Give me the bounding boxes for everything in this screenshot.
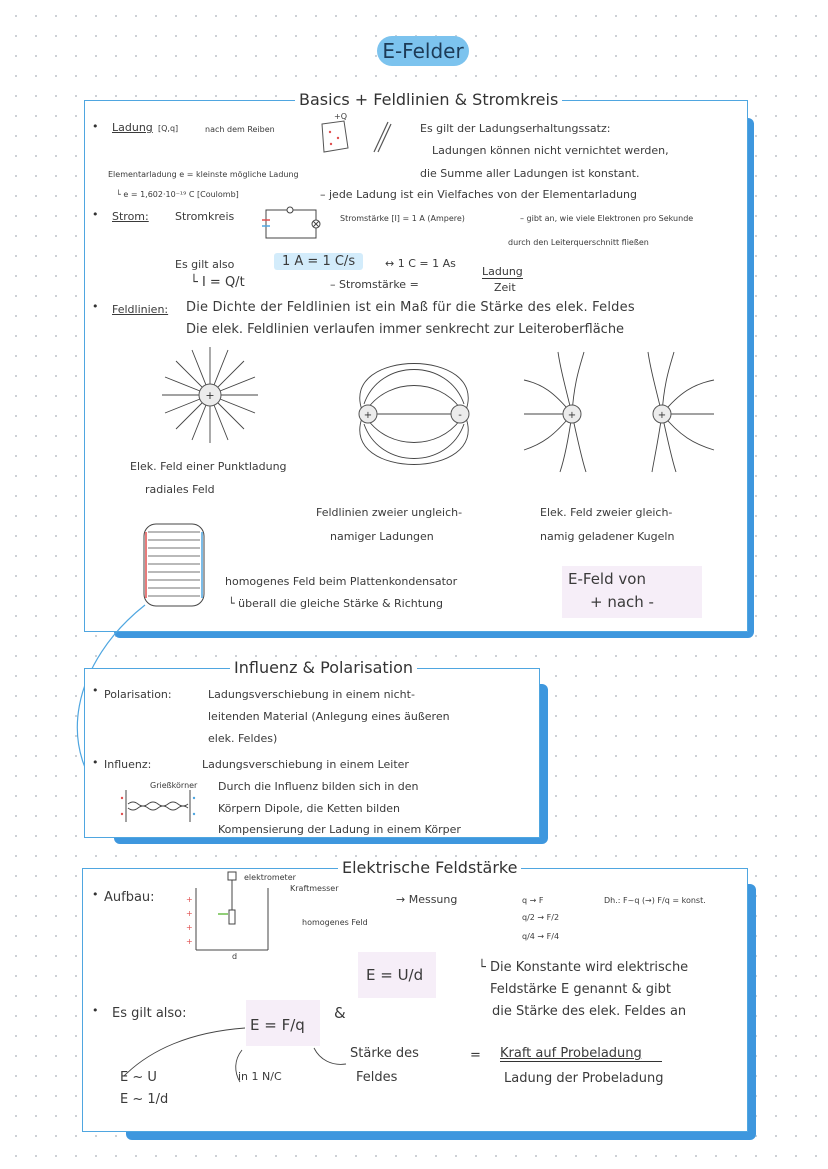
formula-current: └ I = Q/t [190,275,245,290]
polarisation-text-3: elek. Feldes) [208,732,278,745]
svg-text:-: - [458,410,462,421]
kraft-numerator: Kraft auf Probeladung [500,1046,662,1062]
formula-e-u: E = U/d [366,966,424,984]
elementarladung-note: – jede Ladung ist ein Vielfaches von der Elementarladung [320,188,638,201]
homogenes-feld-label: homogenes Feld [302,918,368,927]
svg-text:+: + [186,909,193,918]
ampersand: & [334,1004,346,1022]
section2-heading: Influenz & Polarisation [230,657,417,679]
rubbing-illustration [316,118,396,158]
messung-row-2: q/2 → F/2 [522,913,560,922]
gleich-caption-2: namig geladener Kugeln [540,530,675,543]
bullet: • [92,756,99,769]
bullet: • [92,300,99,313]
bullet: • [92,120,99,133]
like-charges-field-diagram [524,352,714,472]
e-proportional-1-d: E ~ 1/d [120,1092,169,1107]
staerke-line-2: Feldes [356,1070,398,1085]
section1-heading: Basics + Feldlinien & Stromkreis [295,89,562,111]
konstante-line-3: die Stärke des elek. Feldes an [492,1004,687,1019]
influenz-diagram [118,788,198,824]
svg-text:+: + [186,937,193,946]
bullet: • [92,208,99,221]
radial-field-diagram [160,345,260,445]
gleich-caption-1: Elek. Feld zweier gleich- [540,506,673,519]
dipole-field-diagram [340,348,490,478]
erhaltung-line-1: Es gilt der Ladungserhaltungssatz: [420,122,611,135]
influenz-text-2: Durch die Influenz bilden sich in den [218,780,419,793]
bullet: • [92,684,99,697]
ladung-label: Ladung [112,121,153,134]
equals-sign: = [470,1048,481,1063]
punkt-caption-1: Elek. Feld einer Punktladung [130,460,287,473]
svg-text:+: + [363,410,373,421]
circuit-diagram [262,206,322,242]
influenz-label: Influenz: [104,758,152,771]
feldlinien-text-1: Die Dichte der Feldlinien ist ein Maß für die Stärke des elek. Feldes [186,300,635,315]
section3-heading: Elektrische Feldstärke [338,857,521,879]
svg-text:+: + [567,410,577,421]
stromstaerke-def: – Stromstärke = [330,278,419,291]
konstante-line-2: Feldstärke E genannt & gibt [490,982,671,997]
feldlinien-label: Feldlinien: [112,303,169,316]
svg-text:+: + [657,410,667,421]
formula-ampere: 1 A = 1 C/s [274,253,363,270]
fraction-numerator: Ladung [482,265,523,278]
svg-text:+: + [186,895,193,904]
proportionality-note: Dh.: F~q (→) F/q = konst. [604,896,706,905]
ladung-note: nach dem Reiben [205,125,275,134]
page-title: E-Felder [377,36,469,66]
strom-label: Strom: [112,210,149,223]
messung-row-1: q → F [522,896,544,905]
ungleich-caption-1: Feldlinien zweier ungleich- [316,506,463,519]
e-proportional-u: E ~ U [120,1070,157,1085]
stromkreis-label: Stromkreis [175,210,235,223]
kraftmesser-label: Kraftmesser [290,884,339,893]
elektrometer-label: elektrometer [244,873,296,882]
polarisation-text-1: Ladungsverschiebung in einem nicht- [208,688,415,701]
influenz-text-3: Körpern Dipole, die Ketten bilden [218,802,400,815]
charge-q-label: +Q [334,112,347,121]
elementarladung-value: └ e = 1,602·10⁻¹⁹ C [Coulomb] [116,190,239,199]
influenz-text-4: Kompensierung der Ladung in einem Körper [218,823,461,836]
svg-text:+: + [205,389,215,402]
polarisation-text-2: leitenden Material (Anlegung eines äußeren [208,710,450,723]
aufbau-diagram [176,870,276,962]
efeld-note-line-1: E-Feld von [568,570,646,588]
punkt-caption-2: radiales Feld [145,483,215,496]
polarisation-label: Polarisation: [104,688,172,701]
ungleich-caption-2: namiger Ladungen [330,530,434,543]
formula-e-f: E = F/q [250,1016,305,1034]
stromstaerke: Stromstärke [I] = 1 A (Ampere) [340,214,465,223]
ladung-denominator: Ladung der Probeladung [504,1071,664,1086]
influenz-text-1: Ladungsverschiebung in einem Leiter [202,758,409,771]
plate-capacitor-diagram [140,520,210,610]
konstante-line-1: └ Die Konstante wird elektrische [478,960,689,975]
es-gilt-also-label: Es gilt also [175,258,235,271]
formula-coulomb: ↔ 1 C = 1 As [385,257,456,270]
svg-text:+: + [186,923,193,932]
elementarladung: Elementarladung e = kleinste mögliche Ladung [108,170,299,179]
unit-label: in 1 N/C [238,1070,282,1083]
griesskoerner-label: Grießkörner [150,781,198,790]
erhaltung-line-3: die Summe aller Ladungen ist konstant. [420,167,640,180]
staerke-line-1: Stärke des [350,1046,419,1061]
bullet: • [92,888,99,901]
aufbau-label: Aufbau: [104,890,155,905]
feldlinien-text-2: Die elek. Feldlinien verlaufen immer senkrecht zur Leiteroberfläche [186,322,625,337]
stromstaerke-note-2: durch den Leiterquerschnitt fließen [508,238,649,247]
messung-row-3: q/4 → F/4 [522,932,560,941]
ladung-symbol: [Q,q] [158,124,179,133]
bullet: • [92,1004,99,1017]
d-label: d [232,952,238,961]
homogen-line-2: └ überall die gleiche Stärke & Richtung [228,597,443,610]
stromstaerke-note-1: – gibt an, wie viele Elektronen pro Sekunde [520,214,694,223]
homogen-line-1: homogenes Feld beim Plattenkondensator [225,575,458,588]
messung-label: → Messung [396,893,458,906]
erhaltung-line-2: Ladungen können nicht vernichtet werden, [432,144,669,157]
fraction-denominator: Zeit [494,281,516,294]
es-gilt-also-label: Es gilt also: [112,1006,187,1021]
efeld-note-line-2: + nach - [590,593,654,611]
